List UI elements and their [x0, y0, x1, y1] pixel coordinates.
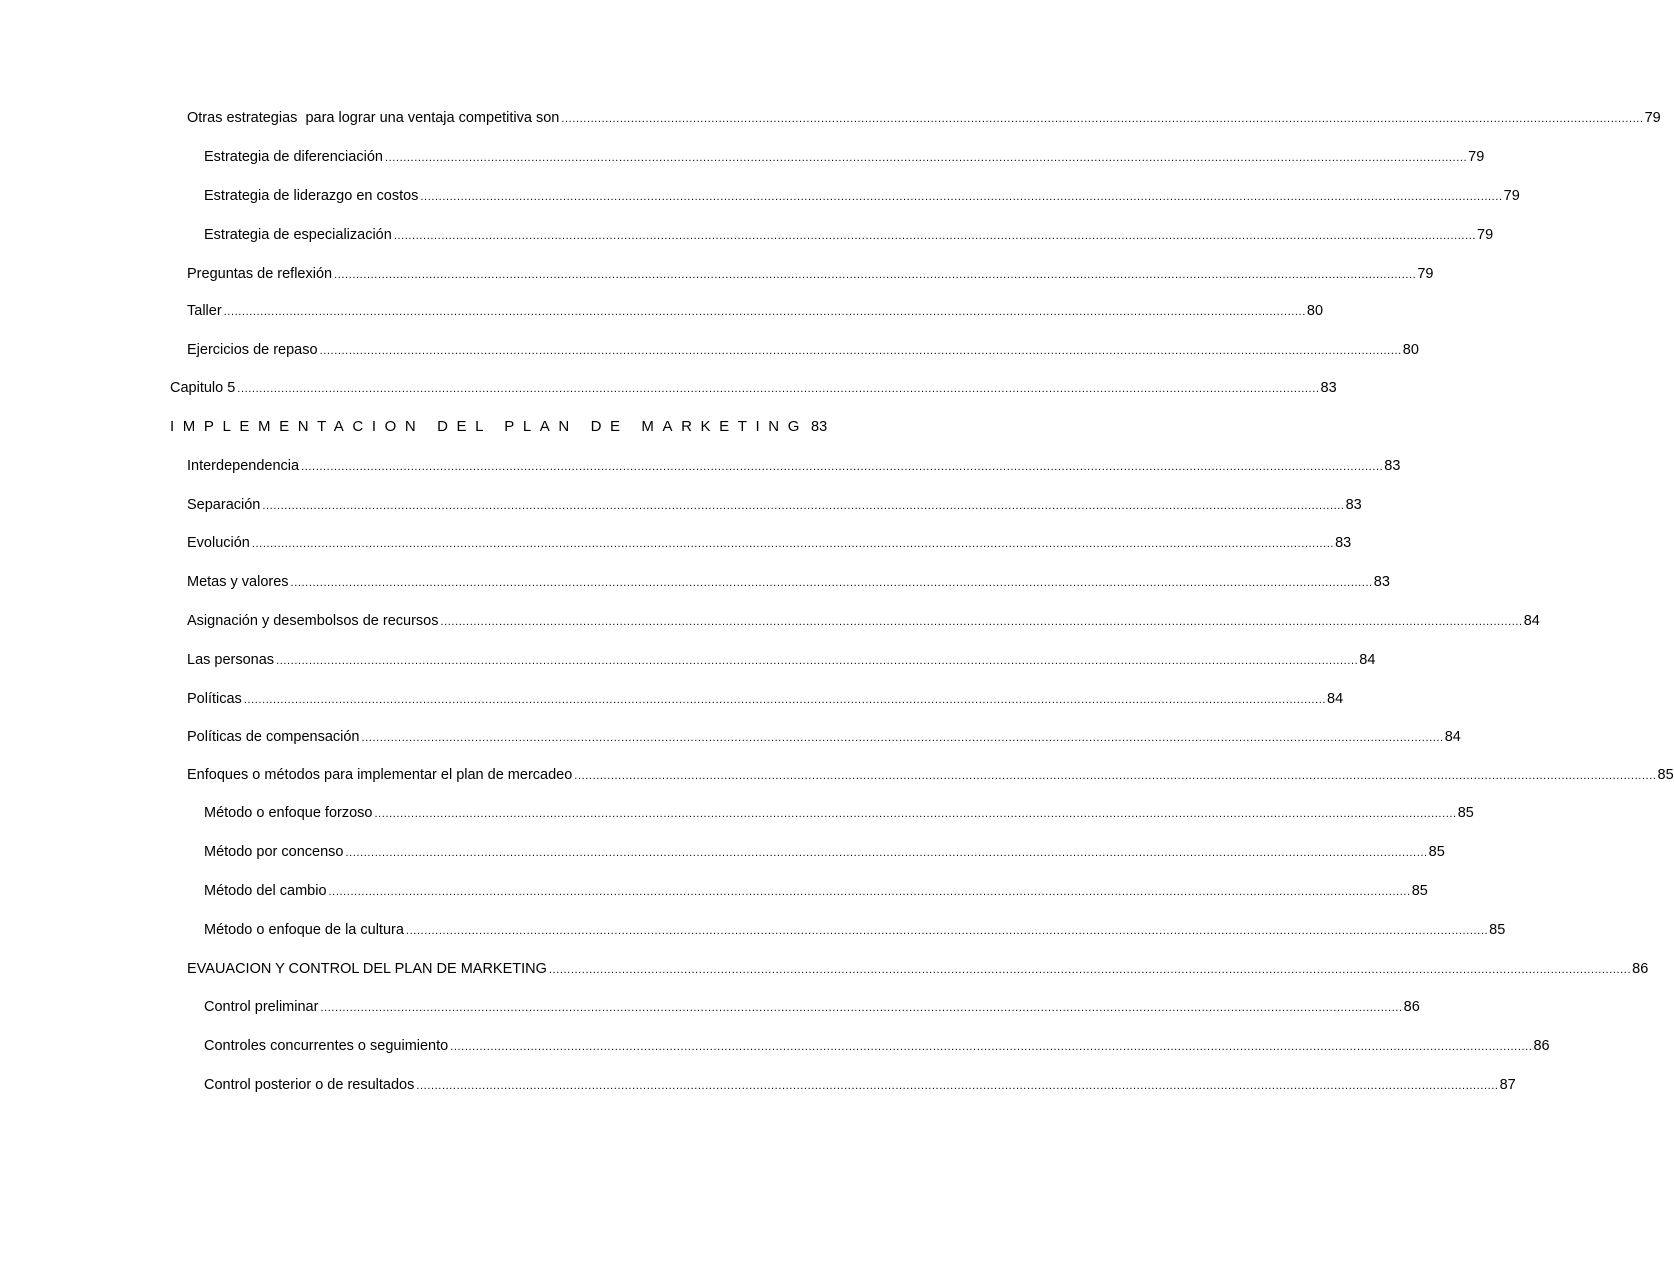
toc-dot-leader: [574, 766, 1656, 786]
toc-entry-title: Políticas de compensación: [187, 729, 360, 745]
toc-entry-page: 86: [1533, 1038, 1550, 1054]
toc-entry-page: 84: [1444, 729, 1461, 745]
toc-entry-title: Controles concurrentes o seguimiento: [204, 1038, 449, 1054]
toc-entry-title: Asignación y desembolsos de recursos: [187, 613, 439, 629]
toc-dot-leader: [320, 998, 1402, 1018]
toc-entry-title: Estrategia de liderazgo en costos: [204, 188, 419, 204]
toc-entry-title: Las personas: [187, 652, 275, 668]
toc-dot-leader: [329, 882, 1411, 902]
toc-entry-page: 85: [1411, 883, 1428, 899]
toc-entry-title: Método o enfoque forzoso: [204, 805, 373, 821]
toc-entry-page: 86: [1403, 999, 1420, 1015]
toc-entry-title: Estrategia de especialización: [204, 227, 392, 243]
toc-entry[interactable]: [204, 842, 1445, 863]
toc-dot-leader: [549, 960, 1631, 980]
toc-entry-page: 85: [1489, 922, 1506, 938]
toc-entry[interactable]: [204, 803, 1474, 824]
toc-entry[interactable]: [204, 920, 1506, 941]
toc-entry-page: 83: [1345, 497, 1362, 513]
toc-entry-page: 79: [1468, 149, 1485, 165]
toc-entry[interactable]: [187, 689, 1344, 710]
toc-entry-title: Enfoques o métodos para implementar el plan de mercadeo: [187, 767, 573, 783]
toc-entry-page: 83: [1384, 458, 1401, 474]
toc-entry[interactable]: [187, 959, 1649, 980]
toc-entry-title: Método por concenso: [204, 844, 344, 860]
toc-entry-chapter-title[interactable]: [170, 417, 828, 438]
toc-entry[interactable]: [187, 650, 1376, 671]
toc-entry-title: Estrategia de diferenciación: [204, 149, 383, 165]
toc-dot-leader: [320, 341, 1402, 361]
toc-dot-leader: [440, 612, 1522, 632]
toc-entry-chapter[interactable]: [170, 378, 1337, 399]
toc-entry-title: Otras estrategias para lograr una ventaja competitiva son: [187, 110, 560, 126]
toc-entry-page: 84: [1327, 691, 1344, 707]
toc-entry[interactable]: [187, 611, 1540, 632]
toc-dot-leader: [237, 379, 1319, 399]
toc-dot-leader: [362, 728, 1444, 748]
toc-dot-leader: [244, 690, 1326, 710]
toc-dot-leader: [301, 457, 1383, 477]
toc-entry[interactable]: [187, 572, 1390, 593]
toc-entry-page: 85: [1457, 805, 1474, 821]
toc-dot-leader: [374, 804, 1456, 824]
toc-dot-leader: [416, 1076, 1498, 1096]
toc-entry-page: 84: [1359, 652, 1376, 668]
toc-entry-title: Interdependencia: [187, 458, 300, 474]
toc-dot-leader: [262, 496, 1344, 516]
toc-entry-title: Metas y valores: [187, 574, 289, 590]
toc-entry-page: 79: [1503, 188, 1520, 204]
toc-entry-title: Método del cambio: [204, 883, 327, 899]
toc-dot-leader: [334, 265, 1416, 285]
toc-entry-page: 85: [1657, 767, 1674, 783]
toc-entry-title: Políticas: [187, 691, 242, 707]
toc-entry[interactable]: [204, 186, 1520, 207]
toc-entry[interactable]: [204, 225, 1494, 246]
toc-dot-leader: [394, 226, 1476, 246]
toc-entry-page: 83: [811, 419, 828, 435]
toc-entry-title: Control preliminar: [204, 999, 319, 1015]
toc-entry[interactable]: [204, 147, 1485, 168]
toc-entry[interactable]: [187, 456, 1401, 477]
toc-entry-page: 83: [1373, 574, 1390, 590]
toc-entry-page: 87: [1499, 1077, 1516, 1093]
toc-entry[interactable]: [187, 765, 1674, 786]
toc-entry-page: 79: [1644, 110, 1661, 126]
toc-entry-title: Ejercicios de repaso: [187, 342, 318, 358]
toc-dot-leader: [291, 573, 1373, 593]
toc-dot-leader: [276, 651, 1358, 671]
toc-entry[interactable]: [187, 301, 1324, 322]
toc-entry-title: EVAUACION Y CONTROL DEL PLAN DE MARKETING: [187, 961, 547, 977]
toc-entry-page: 84: [1523, 613, 1540, 629]
toc-entry-title: Método o enfoque de la cultura: [204, 922, 404, 938]
toc-entry[interactable]: [187, 495, 1362, 516]
toc-entry-page: 83: [1335, 535, 1352, 551]
toc-entry-page: 80: [1306, 303, 1324, 319]
toc-entry-title: Separación: [187, 497, 261, 513]
toc-entry[interactable]: [187, 727, 1461, 748]
toc-entry-page: 85: [1428, 844, 1445, 860]
toc-dot-leader: [450, 1037, 1532, 1057]
toc-entry-page: 83: [1320, 380, 1337, 396]
toc-entry-title: Control posterior o de resultados: [204, 1077, 415, 1093]
toc-entry-page: 86: [1632, 961, 1649, 977]
toc-entry-title: Evolución: [187, 535, 250, 551]
toc-entry[interactable]: [204, 881, 1428, 902]
toc-entry-title: Capitulo 5: [170, 380, 236, 396]
toc-dot-leader: [406, 921, 1488, 941]
toc-entry-title: Taller: [187, 303, 222, 319]
toc-entry-page: 79: [1477, 227, 1494, 243]
toc-entry-page: 80: [1402, 342, 1419, 358]
toc-entry[interactable]: [204, 1075, 1516, 1096]
toc-dot-leader: [420, 187, 1502, 207]
toc-dot-leader: [385, 148, 1467, 168]
toc-dot-leader: [252, 534, 1334, 554]
toc-entry[interactable]: [187, 533, 1352, 554]
toc-dot-leader: [224, 302, 1306, 322]
toc-entry[interactable]: [187, 108, 1661, 129]
toc-entry-title: IMPLEMENTACION DEL PLAN DE MARKETING: [170, 418, 808, 435]
toc-entry-page: 79: [1417, 266, 1434, 282]
toc-entry-title: Preguntas de reflexión: [187, 266, 333, 282]
toc-entry[interactable]: [187, 264, 1434, 285]
toc-dot-leader: [345, 843, 1427, 863]
toc-entry[interactable]: [204, 997, 1420, 1018]
toc-entry[interactable]: [187, 340, 1419, 361]
toc-entry[interactable]: [204, 1036, 1550, 1057]
toc-dot-leader: [561, 109, 1643, 129]
